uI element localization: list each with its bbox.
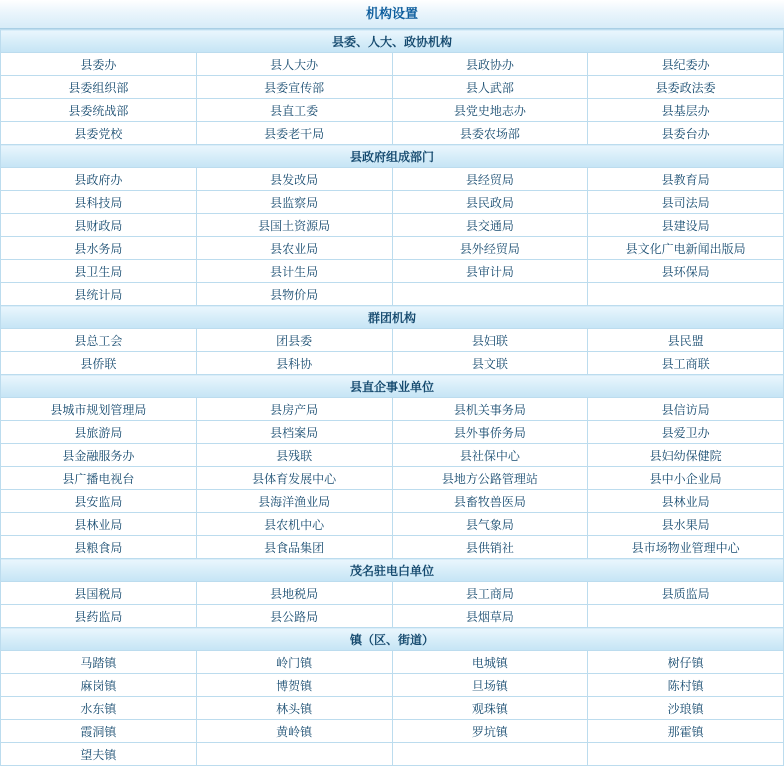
- org-unit-link[interactable]: 县交通局: [392, 214, 588, 237]
- org-unit-link[interactable]: 县文化广电新闻出版局: [588, 237, 784, 260]
- org-unit-link[interactable]: 县直工委: [196, 99, 392, 122]
- table-row: [1, 651, 784, 674]
- table-row: [1, 214, 784, 237]
- org-unit-link[interactable]: 树仔镇: [588, 651, 784, 674]
- org-unit-link[interactable]: 县水务局: [1, 237, 197, 260]
- org-unit-link[interactable]: 县环保局: [588, 260, 784, 283]
- group-header-towns-districts-streets: 镇（区、街道）: [1, 628, 784, 651]
- org-unit-link[interactable]: 林头镇: [196, 697, 392, 720]
- org-unit-link[interactable]: 县审计局: [392, 260, 588, 283]
- org-unit-link[interactable]: 县水果局: [588, 513, 784, 536]
- org-unit-link[interactable]: 县监察局: [196, 191, 392, 214]
- org-unit-link[interactable]: 县司法局: [588, 191, 784, 214]
- org-unit-link[interactable]: 县总工会: [1, 329, 197, 352]
- org-unit-link[interactable]: 望夫镇: [1, 743, 197, 766]
- group-header-row: [1, 145, 784, 168]
- org-unit-link[interactable]: 县教育局: [588, 168, 784, 191]
- org-unit-link[interactable]: 县爱卫办: [588, 421, 784, 444]
- org-unit-link[interactable]: 黄岭镇: [196, 720, 392, 743]
- table-row: [1, 720, 784, 743]
- table-row: [1, 444, 784, 467]
- org-unit-link[interactable]: 县海洋渔业局: [196, 490, 392, 513]
- org-unit-link[interactable]: 县侨联: [1, 352, 197, 375]
- org-unit-link[interactable]: 县档案局: [196, 421, 392, 444]
- org-unit-link[interactable]: 县农业局: [196, 237, 392, 260]
- org-unit-link[interactable]: 县委党校: [1, 122, 197, 145]
- org-unit-link[interactable]: 麻岗镇: [1, 674, 197, 697]
- org-unit-link[interactable]: 县广播电视台: [1, 467, 197, 490]
- table-row: [1, 237, 784, 260]
- org-unit-link[interactable]: 县药监局: [1, 605, 197, 628]
- org-unit-link[interactable]: 县供销社: [392, 536, 588, 559]
- org-unit-link[interactable]: 县地方公路管理站: [392, 467, 588, 490]
- org-unit-link[interactable]: 县计生局: [196, 260, 392, 283]
- org-unit-link[interactable]: 县人武部: [392, 76, 588, 99]
- empty-cell: [196, 743, 392, 766]
- empty-cell: [392, 743, 588, 766]
- org-unit-link[interactable]: 县建设局: [588, 214, 784, 237]
- group-header-county-enterprises-institutions: 县直企事业单位: [1, 375, 784, 398]
- org-unit-link[interactable]: 县外经贸局: [392, 237, 588, 260]
- table-row: [1, 674, 784, 697]
- group-header-row: [1, 559, 784, 582]
- org-unit-link[interactable]: 县粮食局: [1, 536, 197, 559]
- org-unit-link[interactable]: 县城市规划管理局: [1, 398, 197, 421]
- org-unit-link[interactable]: 观珠镇: [392, 697, 588, 720]
- table-row: [1, 421, 784, 444]
- table-row: [1, 191, 784, 214]
- org-unit-link[interactable]: 县委农场部: [392, 122, 588, 145]
- org-unit-link[interactable]: 县食品集团: [196, 536, 392, 559]
- org-unit-link[interactable]: 县民盟: [588, 329, 784, 352]
- group-header-mass-organizations: 群团机构: [1, 306, 784, 329]
- table-row: [1, 536, 784, 559]
- org-unit-link[interactable]: 县房产局: [196, 398, 392, 421]
- org-unit-link[interactable]: 县市场物业管理中心: [588, 536, 784, 559]
- group-header-row: [1, 375, 784, 398]
- org-unit-link[interactable]: 县统计局: [1, 283, 197, 306]
- org-unit-link[interactable]: 县妇联: [392, 329, 588, 352]
- group-header-row: [1, 306, 784, 329]
- empty-cell: [588, 283, 784, 306]
- org-unit-link[interactable]: 县国土资源局: [196, 214, 392, 237]
- org-unit-link[interactable]: 县政协办: [392, 53, 588, 76]
- org-unit-link[interactable]: 县物价局: [196, 283, 392, 306]
- table-row: [1, 76, 784, 99]
- org-unit-link[interactable]: 县林业局: [588, 490, 784, 513]
- org-unit-link[interactable]: 县妇幼保健院: [588, 444, 784, 467]
- org-table: [0, 29, 784, 766]
- org-unit-link[interactable]: 县中小企业局: [588, 467, 784, 490]
- org-unit-link[interactable]: 那霍镇: [588, 720, 784, 743]
- org-unit-link[interactable]: 霞洞镇: [1, 720, 197, 743]
- table-row: [1, 582, 784, 605]
- table-row: [1, 122, 784, 145]
- org-unit-link[interactable]: 水东镇: [1, 697, 197, 720]
- org-unit-link[interactable]: 县公路局: [196, 605, 392, 628]
- table-row: [1, 467, 784, 490]
- table-row: [1, 53, 784, 76]
- org-unit-link[interactable]: 马踏镇: [1, 651, 197, 674]
- empty-cell: [588, 743, 784, 766]
- org-unit-link[interactable]: 团县委: [196, 329, 392, 352]
- group-header-row: [1, 30, 784, 53]
- org-unit-link[interactable]: 县财政局: [1, 214, 197, 237]
- org-unit-link[interactable]: 县安监局: [1, 490, 197, 513]
- org-unit-link[interactable]: 电城镇: [392, 651, 588, 674]
- org-unit-link[interactable]: 县民政局: [392, 191, 588, 214]
- org-unit-link[interactable]: 县委老干局: [196, 122, 392, 145]
- org-unit-link[interactable]: 县纪委办: [588, 53, 784, 76]
- org-unit-link[interactable]: 县文联: [392, 352, 588, 375]
- org-unit-link[interactable]: 县基层办: [588, 99, 784, 122]
- org-unit-link[interactable]: 陈村镇: [588, 674, 784, 697]
- table-row: [1, 329, 784, 352]
- org-unit-link[interactable]: 县烟草局: [392, 605, 588, 628]
- org-unit-link[interactable]: 县质监局: [588, 582, 784, 605]
- empty-cell: [588, 605, 784, 628]
- table-row: [1, 352, 784, 375]
- org-unit-link[interactable]: 县人大办: [196, 53, 392, 76]
- empty-cell: [392, 283, 588, 306]
- org-unit-link[interactable]: 旦场镇: [392, 674, 588, 697]
- org-unit-link[interactable]: 县党史地志办: [392, 99, 588, 122]
- org-unit-link[interactable]: 县委组织部: [1, 76, 197, 99]
- org-unit-link[interactable]: 县委统战部: [1, 99, 197, 122]
- org-unit-link[interactable]: 县信访局: [588, 398, 784, 421]
- table-row: [1, 697, 784, 720]
- table-row: [1, 605, 784, 628]
- org-unit-link[interactable]: 县工商联: [588, 352, 784, 375]
- org-unit-link[interactable]: 县经贸局: [392, 168, 588, 191]
- org-unit-link[interactable]: 岭门镇: [196, 651, 392, 674]
- org-unit-link[interactable]: 县委办: [1, 53, 197, 76]
- org-unit-link[interactable]: 县林业局: [1, 513, 197, 536]
- table-row: [1, 490, 784, 513]
- org-unit-link[interactable]: 县政府办: [1, 168, 197, 191]
- table-row: [1, 260, 784, 283]
- org-unit-link[interactable]: 县委宣传部: [196, 76, 392, 99]
- group-header-county-party-npc-cppcc: 县委、人大、政协机构: [1, 30, 784, 53]
- org-unit-link[interactable]: 县卫生局: [1, 260, 197, 283]
- group-header-county-government-departments: 县政府组成部门: [1, 145, 784, 168]
- table-row: [1, 283, 784, 306]
- org-unit-link[interactable]: 罗坑镇: [392, 720, 588, 743]
- org-unit-link[interactable]: 县气象局: [392, 513, 588, 536]
- org-unit-link[interactable]: 县工商局: [392, 582, 588, 605]
- org-unit-link[interactable]: 县农机中心: [196, 513, 392, 536]
- org-unit-link[interactable]: 县科协: [196, 352, 392, 375]
- page-title: 机构设置: [0, 0, 784, 29]
- table-row: [1, 398, 784, 421]
- org-unit-link[interactable]: 博贺镇: [196, 674, 392, 697]
- org-unit-link[interactable]: 县地税局: [196, 582, 392, 605]
- org-unit-link[interactable]: 县畜牧兽医局: [392, 490, 588, 513]
- group-header-row: [1, 628, 784, 651]
- org-unit-link[interactable]: 县社保中心: [392, 444, 588, 467]
- org-unit-link[interactable]: 县科技局: [1, 191, 197, 214]
- org-unit-link[interactable]: 县委台办: [588, 122, 784, 145]
- org-unit-link[interactable]: 县金融服务办: [1, 444, 197, 467]
- org-unit-link[interactable]: 县残联: [196, 444, 392, 467]
- org-table-body: [1, 30, 784, 766]
- table-row: [1, 513, 784, 536]
- org-unit-link[interactable]: 县机关事务局: [392, 398, 588, 421]
- org-unit-link[interactable]: 县国税局: [1, 582, 197, 605]
- group-header-maoming-stationed-units: 茂名驻电白单位: [1, 559, 784, 582]
- org-unit-link[interactable]: 县外事侨务局: [392, 421, 588, 444]
- org-unit-link[interactable]: 县委政法委: [588, 76, 784, 99]
- org-unit-link[interactable]: 县体育发展中心: [196, 467, 392, 490]
- table-row: [1, 168, 784, 191]
- org-unit-link[interactable]: 县旅游局: [1, 421, 197, 444]
- table-row: [1, 99, 784, 122]
- org-unit-link[interactable]: 县发改局: [196, 168, 392, 191]
- table-row: [1, 743, 784, 766]
- org-unit-link[interactable]: 沙琅镇: [588, 697, 784, 720]
